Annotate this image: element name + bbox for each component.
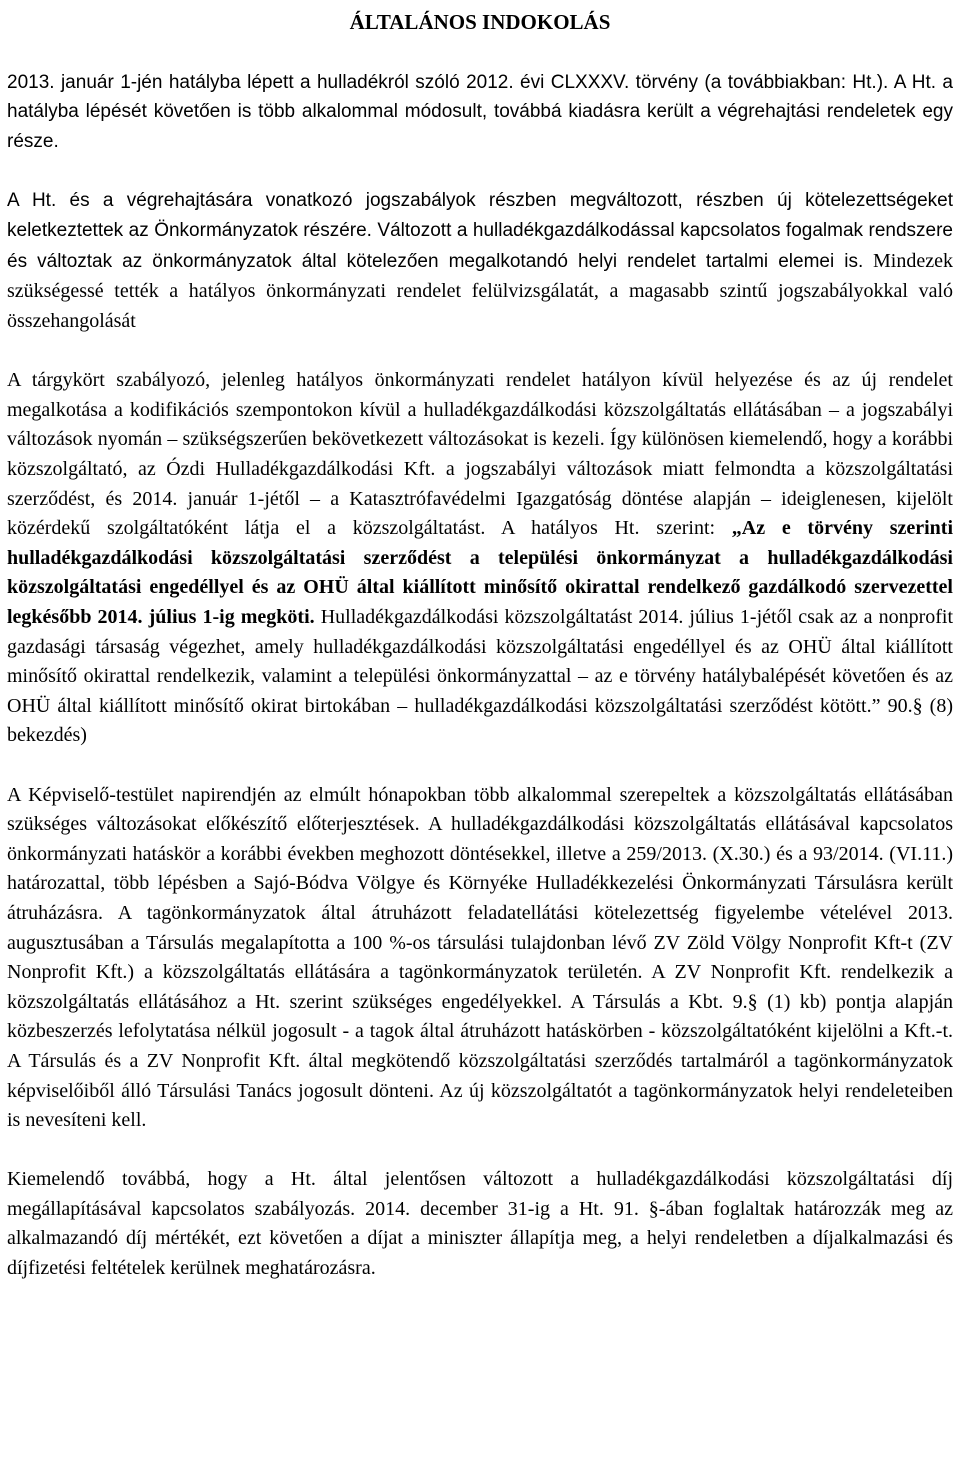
paragraph-public-service-continued: Hulladékgazdálkodási közszolgáltatást 2014. július 1-jétől csak az a nonprofit gazdasági társaság végezhet, amely hulladékgazdálkodási közszolgáltatási engedéllyel és az OHÜ által kiállított minősítő okirattal rendelkezik, valamint a települési önkormányzattal – az e törvény hatálybalépését követően és az OHÜ által kiállított minősítő okirat birtokában – hulladékgazdálkodási közszolgáltatási szerződést kötött.” 90.§ (8) bekezdés) (7, 606, 954, 747)
paragraph-spacer (7, 751, 953, 781)
paragraph-spacer (7, 1136, 953, 1166)
paragraph-legal-changes-sans: A Ht. és a végrehajtására vonatkozó jogszabályok részben megváltozott, részben új kötelezettségeket keletkeztettek az Önkormányzatok részére. Változott a hulladékgazdálkodással kapcsolatos fogalmak rendszere és változtak az önkormányzatok által kötelezően megalkotandó helyi rendelet tartalmi elemei is. (7, 189, 953, 272)
paragraph-legal-changes-serif: Mindezek szükségessé tették a hatályos önkormányzati rendelet felülvizsgálatát, a magasabb szintű jogszabályokkal való összehangolását (7, 249, 953, 333)
paragraph-introduction: 2013. január 1-jén hatályba lépett a hulladékról szóló 2012. évi CLXXXV. törvény (a továbbiakban: Ht.). A Ht. a hatályba lépését követően is több alkalommal módosult, továbbá kiadásra került a végrehajtási rendeletek egy része. (7, 71, 953, 152)
law-quote-bold: „Az e törvény szerinti hulladékgazdálkodási közszolgáltatási szerződést a települési önkormányzat a hulladékgazdálkodási közszolgáltatási engedéllyel és az OHÜ által kiállított minősítő okirattal rendelkező gazdálkodó szervezettel legkésőbb 2014. július 1-ig megköti. (7, 517, 954, 628)
paragraph-council-agenda: A Képviselő-testület napirendjén az elmúlt hónapokban több alkalommal szerepeltek a közszolgáltatás ellátásában szükséges változásokat előkészítő előterjesztések. A hulladékgazdálkodási közszolgáltatás ellátásával kapcsolatos önkormányzati hatáskör a korábbi években meghozott döntésekkel, illetve a 259/2013. (X.30.) és a 93/2014. (VI.11.) határozattal, több lépésben a Sajó-Bódva Völgye és Környéke Hulladékkezelési Önkormányzati Társulásra került átruházásra. A tagönkormányzatok által átruházott feladatellátási kötelezettség figyelembe vételével 2013. augusztusában a Társulás megalapította a 100 %-os társulási tulajdonban lévő ZV Zöld Völgy Nonprofit Kft-t (ZV Nonprofit Kft.) a közszolgáltatás ellátására a tagönkormányzatok területén. A ZV Nonprofit Kft. rendelkezik a közszolgáltatás ellátásához a Ht. szerint szükséges engedélyekkel. A Társulás a Kbt. 9.§ (1) kb) pontja alapján közbeszerzés lefolytatása nélkül jogosult - a tagok által átruházott hatáskörben - közszolgáltatóként kijelölni a Kft.-t. A Társulás és a ZV Nonprofit Kft. által megkötendő közszolgáltatási szerződés tartalmáról a tagönkormányzatok képviselőiből álló Társulási Tanács jogosult dönteni. Az új közszolgáltatót a tagönkormányzatok helyi rendeleteiben is nevesíteni kell. (7, 783, 953, 1132)
paragraph-legal-changes (7, 186, 953, 337)
paragraph-public-service-text: A tárgykört szabályozó, jelenleg hatályos önkormányzati rendelet hatályon kívül helyezése és az új rendelet megalkotása a kodifikációs szempontokon kívül a hulladékgazdálkodási közszolgáltatás ellátásában – a jogszabályi változások nyomán – szükségszerűen bekövetkezett változásokat is kezeli. Így különösen kiemelendő, hogy a korábbi közszolgáltató, az Ózdi Hulladékgazdálkodási Kft. a jogszabályi változások miatt felmondta a közszolgáltatási szerződést, és 2014. január 1-jétől – a Katasztrófavédelmi Igazgatóság döntése alapján – ideiglenesen, kijelölt közérdekű szolgáltatóként látja el a közszolgáltatást. A hatályos Ht. szerint: (7, 369, 953, 540)
document-title: ÁLTALÁNOS INDOKOLÁS (349, 10, 611, 34)
paragraph-spacer (7, 337, 953, 367)
paragraph-fee-regulation: Kiemelendő továbbá, hogy a Ht. által jelentősen változott a hulladékgazdálkodási közszolgáltatási díj megállapításával kapcsolatos szabályozás. 2014. december 31-ig a Ht. 91. §-ában foglaltak határozzák meg az alkalmazandó díj mértékét, ezt követően a díjat a miniszter állapítja meg, a helyi rendeletben a díjalkalmazási és díjfizetési feltételek kerülnek meghatározásra. (7, 1168, 953, 1280)
paragraph-public-service (7, 366, 953, 751)
paragraph-spacer (7, 156, 953, 186)
